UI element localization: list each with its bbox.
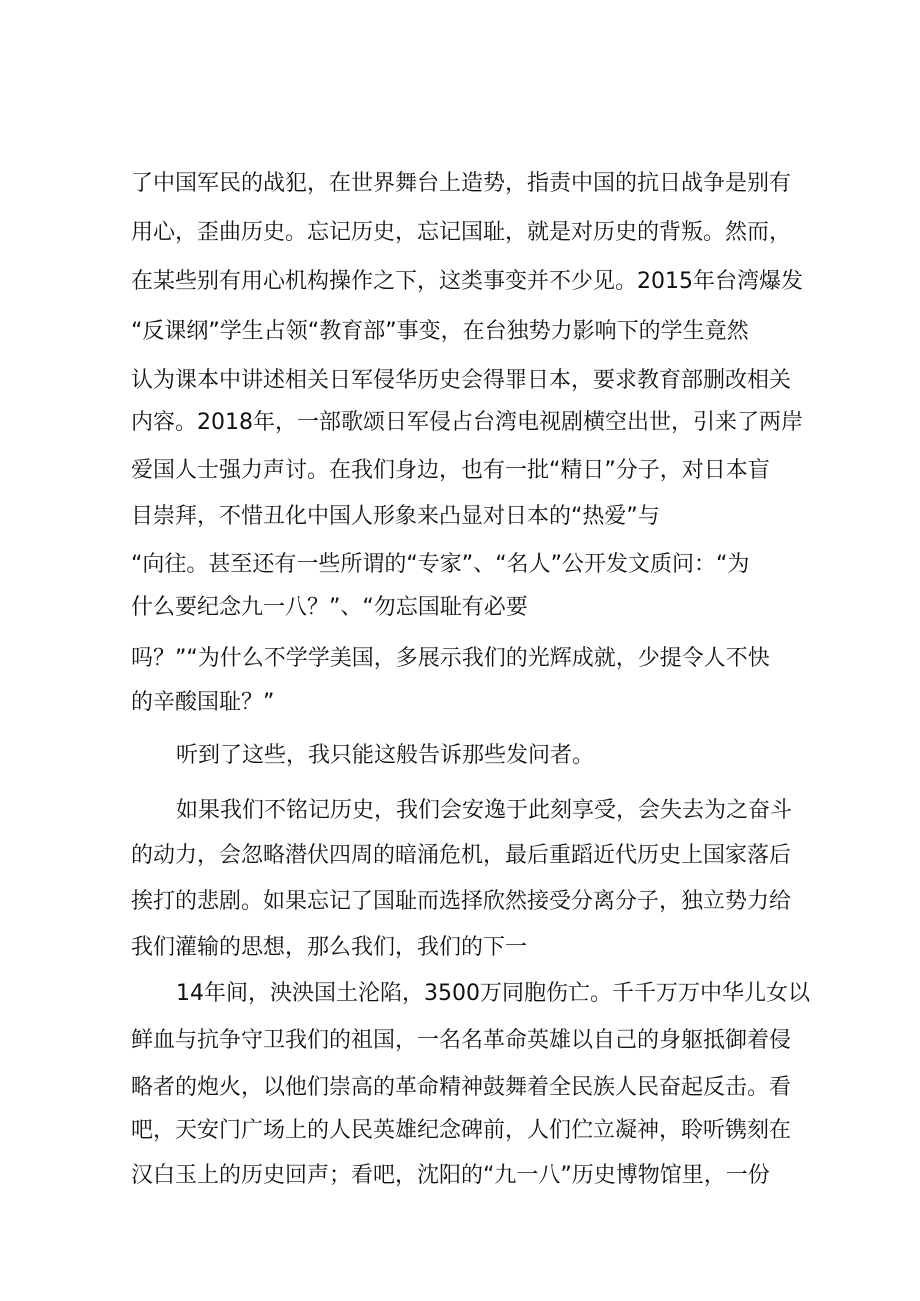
text-line: 的动力，会忽略潜伏四周的暗涌危机，最后重蹈近代历史上国家落后 [131, 843, 792, 868]
text-line: 略者的炮火，以他们崇高的革命精神鼓舞着全民族人民奋起反击。看 [131, 1075, 792, 1100]
text-line: “反课纲”学生占领“教育部”事变，在台独势力影响下的学生竟然 [131, 319, 749, 344]
text-line: 了中国军民的战犯，在世界舞台上造势，指责中国的抗日战争是别有 [131, 171, 792, 196]
text-line: 的辛酸国耻？” [131, 690, 275, 715]
text-line [131, 1201, 801, 1241]
text-line: 认为课本中讲述相关日军侵华历史会得罪日本，要求教育部删改相关 [131, 368, 792, 393]
text-line: 吗？”“为什么不学学美国，多展示我们的光辉成就，少提令人不快 [131, 646, 770, 671]
text-line: 挨打的悲剧。如果忘记了国耻而选择欣然接受分离分子，独立势力给 [131, 889, 792, 914]
text-line: 吧，天安门广场上的人民英雄纪念碑前，人们伫立凝神，聆听镌刻在 [131, 1118, 792, 1143]
text-line: 14年间，泱泱国土沦陷，3500万同胞伤亡。千千万万中华儿女以 [176, 981, 810, 1006]
text-line: 汉白玉上的历史回声；看吧，沈阳的“九一八”历史博物馆里，一份 [131, 1163, 770, 1188]
text-line: 内容。2018年，一部歌颂日军侵占台湾电视剧横空出世，引来了两岸 [131, 410, 803, 435]
text-line: 什么要纪念九一八？”、“勿忘国耻有必要 [131, 595, 528, 620]
text-line: 如果我们不铭记历史，我们会安逸于此刻享受，会失去为之奋斗 [176, 798, 793, 823]
text-line: 我们灌输的思想，那么我们，我们的下一 [131, 935, 528, 960]
text-line: “向往。甚至还有一些所谓的“专家”、“名人”公开发文质问：“为 [131, 552, 750, 577]
text-line: 用心，歪曲历史。忘记历史，忘记国耻，就是对历史的背叛。然而， [131, 220, 792, 245]
text-line: 爱国人士强力声讨。在我们身边，也有一批“精日”分子，对日本盲 [131, 458, 770, 483]
text-line: 目崇拜，不惜丑化中国人形象来凸显对日本的“热爱”与 [131, 504, 660, 529]
text-line: 听到了这些，我只能这般告诉那些发问者。 [176, 743, 595, 768]
text-line: 鲜血与抗争守卫我们的祖国，一名名革命英雄以自己的身躯抵御着侵 [131, 1028, 792, 1053]
text-line: 在某些别有用心机构操作之下，这类事变并不少见。2015年台湾爆发 [131, 269, 803, 294]
